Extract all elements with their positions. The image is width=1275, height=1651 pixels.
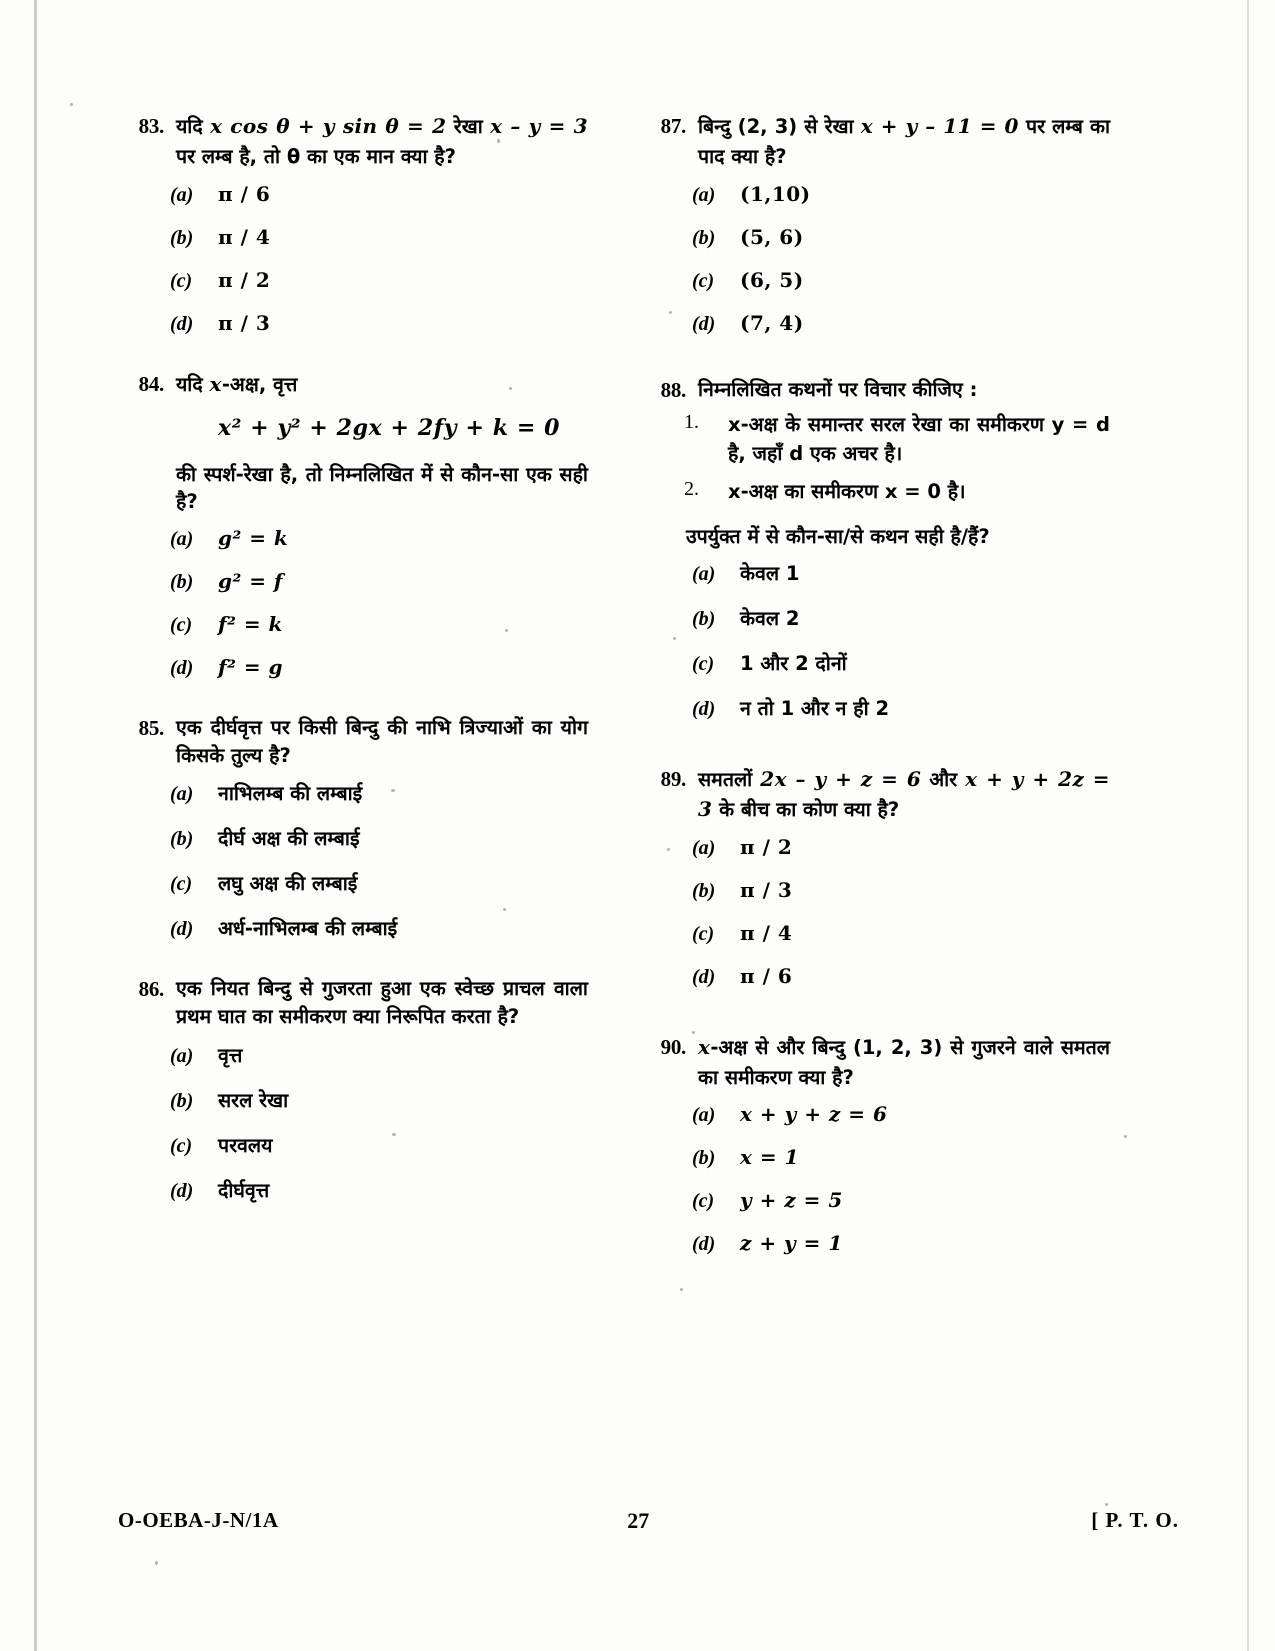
statement-text: x-अक्ष का समीकरण x = 0 है। — [728, 479, 966, 503]
option-value: g² = k — [218, 526, 289, 551]
option-c[interactable] — [640, 1188, 1110, 1213]
option-b[interactable] — [640, 878, 1110, 903]
question-text-part: समतलों — [698, 768, 761, 792]
option-value: (7, 4) — [740, 310, 804, 335]
question-number: 87. — [660, 114, 686, 138]
question-90 — [640, 1033, 1110, 1257]
option-list — [640, 835, 1110, 989]
question-text-part: यदि — [176, 372, 210, 396]
option-value: अर्ध-नाभिलम्ब की लम्बाई — [218, 917, 398, 941]
option-b[interactable] — [118, 1086, 588, 1113]
option-list — [640, 1102, 1110, 1256]
option-value: दीर्घ अक्ष की लम्बाई — [218, 827, 360, 851]
option-value: π / 2 — [218, 267, 271, 292]
option-value: f² = k — [218, 612, 283, 637]
option-c[interactable] — [640, 921, 1110, 946]
option-key: (a) — [692, 563, 716, 586]
question-math-expression: x – y = 3 — [490, 114, 588, 138]
question-number: 88. — [660, 377, 686, 402]
option-key: (b) — [692, 226, 716, 249]
option-value: (6, 5) — [740, 267, 804, 292]
statement-number: 1. — [684, 411, 699, 434]
option-b[interactable] — [118, 569, 588, 594]
option-d[interactable] — [640, 1231, 1110, 1256]
question-text-part: यदि — [176, 115, 211, 138]
option-b[interactable] — [640, 225, 1110, 250]
statement-text: x-अक्ष के समान्तर सरल रेखा का समीकरण y = d है, जहाँ d एक अचर है। — [728, 413, 1110, 465]
option-key: (b) — [170, 226, 194, 249]
question-87 — [640, 112, 1110, 336]
option-c[interactable] — [118, 1131, 588, 1158]
question-text-part: और — [921, 768, 966, 792]
option-value: नाभिलम्ब की लम्बाई — [218, 782, 363, 806]
option-c[interactable] — [640, 268, 1110, 293]
question-number: 90. — [660, 1034, 686, 1059]
option-key: (a) — [170, 528, 194, 551]
option-key: (b) — [170, 571, 194, 594]
option-a[interactable] — [640, 1102, 1110, 1127]
question-84 — [118, 370, 588, 680]
option-value: f² = g — [218, 655, 284, 680]
option-value: न तो 1 और न ही 2 — [740, 697, 890, 721]
question-text-continued: की स्पर्श-रेखा है, तो निम्नलिखित में से कौन-सा एक सही है? — [176, 462, 588, 514]
option-a[interactable] — [640, 182, 1110, 207]
option-b[interactable] — [118, 824, 588, 851]
question-math-expression: x + y + 2z = 3 — [698, 767, 1110, 822]
option-list — [118, 182, 588, 336]
option-d[interactable] — [118, 311, 588, 336]
question-83 — [118, 112, 588, 336]
statement-number: 2. — [684, 477, 699, 500]
option-key: (a) — [170, 1044, 194, 1067]
option-list — [118, 1041, 588, 1203]
option-value: π / 6 — [740, 963, 793, 988]
question-text-part: पर लम्ब है, तो θ का एक मान क्या है? — [176, 144, 456, 168]
option-d[interactable] — [640, 694, 1110, 721]
option-key: (d) — [170, 657, 194, 680]
option-key: (c) — [692, 269, 715, 292]
option-key: (b) — [692, 879, 716, 902]
display-equation: x² + y² + 2gx + 2fy + k = 0 — [218, 415, 561, 442]
option-value: π / 2 — [740, 834, 793, 859]
question-text-part: -अक्ष से और बिन्दु (1, 2, 3) से गुजरने वाले समतल का समीकरण क्या है? — [698, 1035, 1110, 1089]
option-value: π / 3 — [740, 877, 793, 902]
question-column-right — [640, 112, 1110, 1286]
option-d[interactable] — [118, 1176, 588, 1203]
question-text-part: के बीच का कोण क्या है? — [712, 798, 900, 822]
statement-2 — [640, 478, 1110, 506]
option-value: g² = f — [218, 569, 284, 594]
question-number: 89. — [660, 767, 686, 792]
option-value: (1,10) — [740, 181, 811, 206]
option-key: (c) — [692, 653, 715, 676]
option-key: (c) — [170, 873, 193, 896]
option-a[interactable] — [118, 1041, 588, 1068]
question-column-left — [118, 112, 588, 1233]
question-89 — [640, 765, 1110, 989]
option-d[interactable] — [118, 655, 588, 680]
option-key: (a) — [170, 183, 194, 206]
option-key: (a) — [170, 783, 194, 806]
question-text: एक नियत बिन्दु से गुजरता हुआ एक स्वेच्छ प्राचल वाला प्रथम घात का समीकरण क्या निरूपित करता है? — [176, 977, 588, 1029]
option-value: सरल रेखा — [218, 1088, 289, 1112]
question-85 — [118, 714, 588, 941]
option-d[interactable] — [640, 964, 1110, 989]
option-value: परवलय — [218, 1133, 273, 1157]
option-key: (d) — [692, 312, 716, 335]
option-list — [118, 779, 588, 941]
option-list — [118, 526, 588, 680]
option-a[interactable] — [118, 779, 588, 806]
option-key: (c) — [170, 1134, 193, 1157]
option-a[interactable] — [640, 559, 1110, 586]
option-key: (c) — [170, 269, 193, 292]
page-footer — [118, 1508, 1179, 1533]
option-b[interactable] — [640, 604, 1110, 631]
question-text-part: पर लम्ब का पाद क्या है? — [698, 115, 1111, 168]
option-a[interactable] — [640, 835, 1110, 860]
option-value: π / 4 — [740, 920, 793, 945]
page-number: 27 — [627, 1508, 650, 1533]
option-value: लघु अक्ष की लम्बाई — [218, 872, 358, 896]
option-value: π / 3 — [218, 310, 271, 335]
option-value: π / 6 — [218, 181, 271, 206]
option-value: z + y = 1 — [740, 1231, 843, 1256]
question-number: 84. — [138, 371, 164, 396]
option-a[interactable] — [118, 526, 588, 551]
question-math-expression: 2x – y + z = 6 — [760, 767, 922, 792]
question-86 — [118, 975, 588, 1202]
option-value: केवल 2 — [740, 607, 800, 631]
option-value: केवल 1 — [740, 562, 800, 586]
question-number: 83. — [138, 114, 164, 138]
option-key: (c) — [692, 922, 715, 945]
option-value: x + y + z = 6 — [740, 1102, 888, 1127]
option-value: दीर्घवृत्त — [218, 1178, 270, 1202]
option-b[interactable] — [118, 225, 588, 250]
option-value: y + z = 5 — [740, 1188, 843, 1213]
option-value: (5, 6) — [740, 224, 804, 249]
option-d[interactable] — [118, 914, 588, 941]
question-math-variable: x — [209, 371, 222, 396]
pto-label: [ P. T. O. — [1091, 1508, 1179, 1532]
option-key: (a) — [692, 1104, 716, 1127]
question-number: 85. — [138, 716, 164, 741]
option-key: (d) — [692, 1233, 716, 1256]
option-key: (b) — [692, 608, 716, 631]
option-key: (a) — [692, 183, 716, 206]
question-text: एक दीर्घवृत्त पर किसी बिन्दु की नाभि त्रिज्याओं का योग किसके तुल्य है? — [176, 716, 588, 767]
statement-list — [640, 411, 1110, 506]
option-value: 1 और 2 दोनों — [740, 652, 847, 676]
statement-1 — [640, 411, 1110, 468]
question-text-part: रेखा — [446, 115, 491, 138]
option-b[interactable] — [640, 1145, 1110, 1170]
option-d[interactable] — [640, 311, 1110, 336]
option-list — [640, 559, 1110, 721]
option-key: (d) — [170, 1179, 194, 1202]
paper-code: O-OEBA-J-N/1A — [118, 1508, 279, 1532]
option-key: (d) — [692, 965, 716, 988]
option-key: (b) — [170, 828, 194, 851]
question-followup-text: उपर्युक्त में से कौन-सा/से कथन सही है/हैं? — [686, 525, 990, 549]
question-88 — [640, 376, 1110, 722]
option-key: (b) — [170, 1089, 194, 1112]
option-c[interactable] — [640, 649, 1110, 676]
question-math-expression: x cos θ + y sin θ = 2 — [210, 114, 447, 138]
question-number: 86. — [138, 977, 164, 1002]
option-c[interactable] — [118, 612, 588, 637]
question-text-part: -अक्ष, वृत्त — [221, 372, 298, 396]
option-value: वृत्त — [218, 1043, 243, 1067]
option-value: π / 4 — [218, 224, 271, 249]
option-key: (d) — [170, 918, 194, 941]
option-key: (c) — [170, 614, 193, 637]
question-text: निम्नलिखित कथनों पर विचार कीजिए : — [698, 377, 978, 401]
option-a[interactable] — [118, 182, 588, 207]
option-key: (c) — [692, 1190, 715, 1213]
option-value: x = 1 — [740, 1145, 800, 1170]
question-math-variable: x — [698, 1034, 711, 1059]
question-math-expression: x + y – 11 = 0 — [860, 114, 1019, 138]
option-key: (d) — [170, 312, 194, 335]
option-c[interactable] — [118, 869, 588, 896]
option-key: (a) — [692, 836, 716, 859]
option-c[interactable] — [118, 268, 588, 293]
option-key: (d) — [692, 698, 716, 721]
option-key: (b) — [692, 1147, 716, 1170]
option-list — [640, 182, 1110, 336]
question-text-part: बिन्दु (2, 3) से रेखा — [698, 115, 861, 138]
